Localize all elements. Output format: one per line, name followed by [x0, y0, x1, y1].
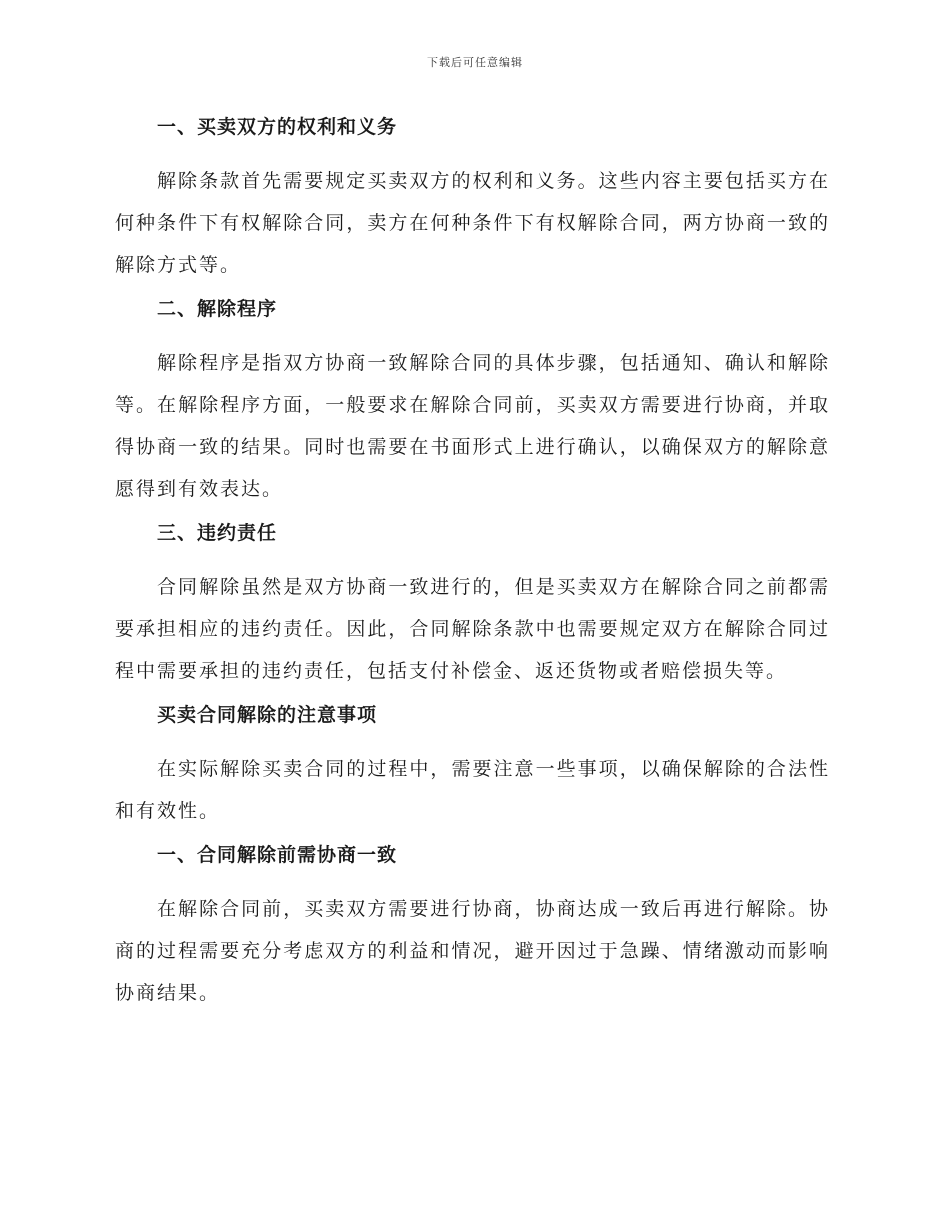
- section-paragraph-negotiate-first: 在解除合同前，买卖双方需要进行协商，协商达成一致后再进行解除。协商的过程需要充分考虑双方的利益和情况，避开因过于急躁、情绪激动而影响协商结果。: [115, 898, 830, 1004]
- section-heading-termination-procedure: 二、解除程序: [157, 298, 278, 320]
- section-heading-precautions: 买卖合同解除的注意事项: [157, 704, 378, 726]
- document-body: [115, 112, 830, 1022]
- section-heading-breach-liability: 三、违约责任: [157, 522, 278, 544]
- section-paragraph-termination-procedure: 解除程序是指双方协商一致解除合同的具体步骤，包括通知、确认和解除等。在解除程序方面，一般要求在解除合同前，买卖双方需要进行协商，并取得协商一致的结果。同时也需要在书面形式上进行确认，以确保双方的解除意愿得到有效表达。: [115, 352, 830, 500]
- section-heading-rights-obligations: 一、买卖双方的权利和义务: [157, 116, 398, 138]
- section-paragraph-breach-liability: 合同解除虽然是双方协商一致进行的，但是买卖双方在解除合同之前都需要承担相应的违约责任。因此，合同解除条款中也需要规定双方在解除合同过程中需要承担的违约责任，包括支付补偿金、返还货物或者赔偿损失等。: [115, 576, 830, 682]
- section-heading-negotiate-first: 一、合同解除前需协商一致: [157, 844, 398, 866]
- page-header: 下载后可任意编辑: [427, 56, 523, 69]
- section-paragraph-precautions: 在实际解除买卖合同的过程中，需要注意一些事项，以确保解除的合法性和有效性。: [115, 758, 830, 822]
- section-paragraph-rights-obligations: 解除条款首先需要规定买卖双方的权利和义务。这些内容主要包括买方在何种条件下有权解除合同，卖方在何种条件下有权解除合同，两方协商一致的解除方式等。: [115, 170, 830, 276]
